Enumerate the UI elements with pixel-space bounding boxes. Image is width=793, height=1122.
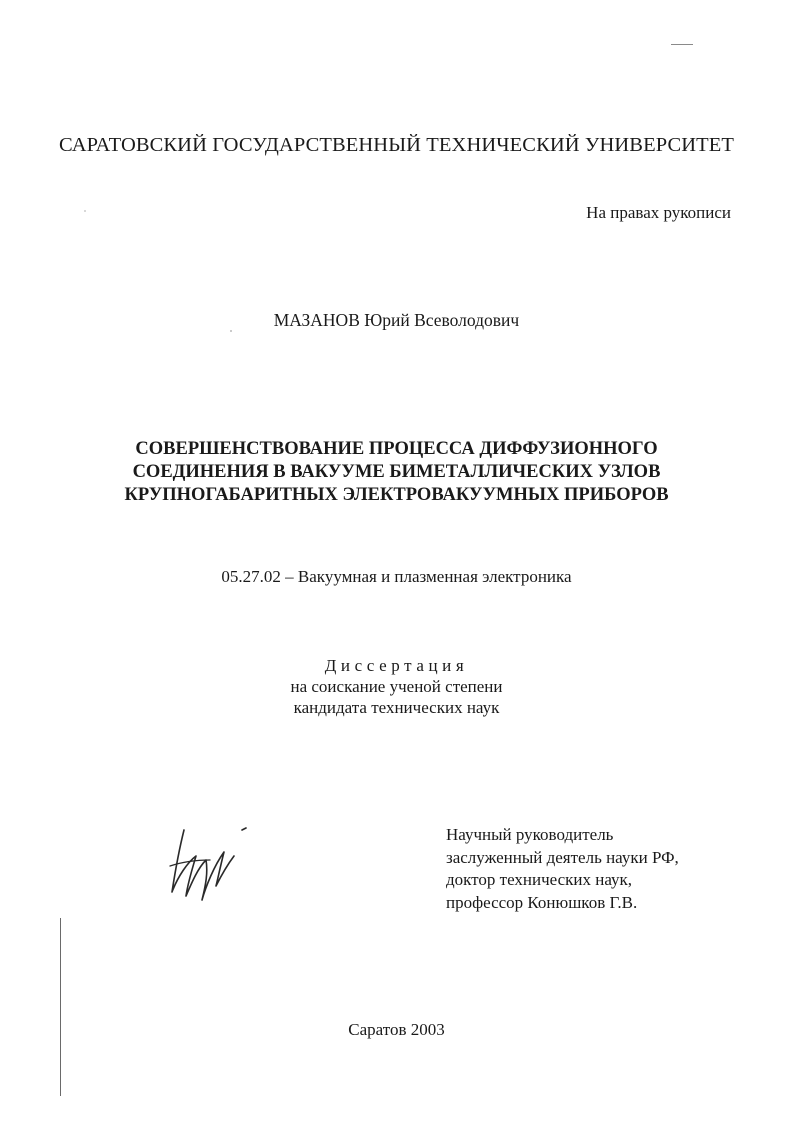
- supervisor-block: [446, 824, 679, 914]
- degree-block: [0, 655, 793, 718]
- author-name: МАЗАНОВ Юрий Всеволодович: [273, 310, 520, 330]
- page-edge-line: [60, 918, 61, 1096]
- scan-artifact-line: [671, 44, 693, 45]
- dissertation-title: [0, 438, 793, 507]
- manuscript-rights-note: На правах рукописи: [586, 203, 731, 222]
- supervisor-line: профессор Конюшков Г.В.: [446, 892, 638, 912]
- scan-speck: [84, 210, 86, 212]
- university-name: САРАТОВСКИЙ ГОСУДАРСТВЕННЫЙ ТЕХНИЧЕСКИЙ УНИВЕРСИТЕТ: [58, 134, 735, 156]
- specialty-code: 05.27.02 – Вакуумная и плазменная электроника: [221, 567, 572, 586]
- title-line: КРУПНОГАБАРИТНЫХ ЭЛЕКТРОВАКУУМНЫХ ПРИБОРОВ: [124, 485, 669, 505]
- title-line: СОЕДИНЕНИЯ В ВАКУУМЕ БИМЕТАЛЛИЧЕСКИХ УЗЛОВ: [132, 462, 661, 482]
- degree-line: на соискание ученой степени: [290, 677, 503, 696]
- signature-icon: [162, 826, 252, 904]
- dissertation-label: Диссертация: [324, 656, 469, 675]
- supervisor-line: доктор технических наук,: [446, 870, 633, 889]
- city-year: Саратов 2003: [348, 1020, 445, 1039]
- title-line: СОВЕРШЕНСТВОВАНИЕ ПРОЦЕССА ДИФФУЗИОННОГО: [135, 439, 658, 459]
- supervisor-line: Научный руководитель: [446, 825, 614, 844]
- supervisor-line: заслуженный деятель науки РФ,: [446, 847, 679, 867]
- degree-line: кандидата технических наук: [293, 698, 500, 717]
